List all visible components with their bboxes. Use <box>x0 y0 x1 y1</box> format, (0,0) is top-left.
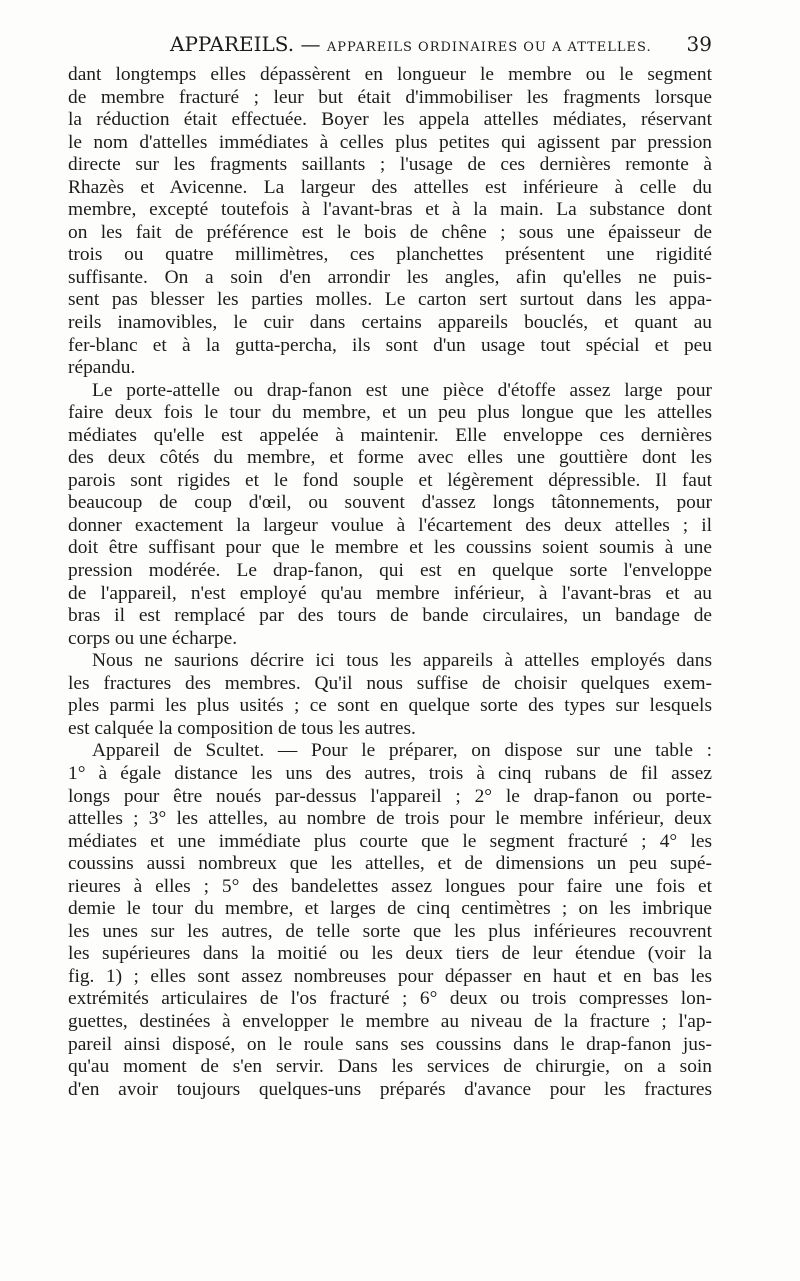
text-line: bras il est remplacé par des tours de bande circulaires, un bandage de <box>68 605 712 627</box>
text-line: de l'appareil, n'est employé qu'au membre inférieur, à l'avant-bras et au <box>68 582 712 604</box>
text-line: attelles ; 3° les attelles, au nombre de trois pour le membre inférieur, deux <box>68 808 712 830</box>
text-line: de membre fracturé ; leur but était d'immobiliser les fragments lorsque <box>68 86 712 108</box>
text-line: fig. 1) ; elles sont assez nombreuses pour dépasser en haut et en bas les <box>68 965 712 987</box>
text-line: reils inamovibles, le cuir dans certains appareils bouclés, et quant au <box>68 312 712 334</box>
text-line: Rhazès et Avicenne. La largeur des attelles est inférieure à celle du <box>68 176 712 198</box>
text-line: trois ou quatre millimètres, ces planchettes présentent une rigidité <box>68 244 712 266</box>
text-line: guettes, destinées à envelopper le membre au niveau de la fracture ; l'ap- <box>68 1010 712 1032</box>
paragraph-3 <box>68 650 712 740</box>
running-head-main: APPAREILS. — <box>170 32 321 56</box>
text-line: qu'au moment de s'en servir. Dans les services de chirurgie, on a soin <box>68 1056 712 1078</box>
text-line: extrémités articulaires de l'os fracturé ; 6° deux ou trois compresses lon- <box>68 988 712 1010</box>
text-line: pareil ainsi disposé, on le roule sans ses coussins dans le drap-fanon jus- <box>68 1033 712 1055</box>
text-line: fer-blanc et à la gutta-percha, ils sont d'un usage tout spécial et peu <box>68 334 712 356</box>
text-line: suffisante. On a soin d'en arrondir les angles, afin qu'elles ne puis- <box>68 266 712 288</box>
text-line: d'en avoir toujours quelques-uns préparés d'avance pour les fractures <box>68 1078 712 1100</box>
text-line: le nom d'attelles immédiates à celles plus petites qui agissent par pression <box>68 131 712 153</box>
text-line: longs pour être noués par-dessus l'appareil ; 2° le drap-fanon ou porte- <box>68 785 712 807</box>
running-head-sub: APPAREILS ORDINAIRES OU A ATTELLES. <box>326 40 652 55</box>
text-line: sent pas blesser les parties molles. Le carton sert surtout dans les appa- <box>68 289 712 311</box>
text-line: donner exactement la largeur voulue à l'écartement des deux attelles ; il <box>68 514 712 536</box>
text-line: dant longtemps elles dépassèrent en longueur le membre ou le segment <box>68 64 712 85</box>
body-text <box>68 64 712 1101</box>
text-line: doit être suffisant pour que le membre et les coussins soient soumis à une <box>68 537 712 559</box>
text-line: les supérieures dans la moitié ou les deux tiers de leur étendue (voir la <box>68 943 712 965</box>
text-line: faire deux fois le tour du membre, et un peu plus longue que les attelles <box>68 402 712 424</box>
text-line: médiates et une immédiate plus courte que le segment fracturé ; 4° les <box>68 830 712 852</box>
paragraph-4 <box>68 740 712 1101</box>
text-line: on les fait de préférence est le bois de chêne ; sous une épaisseur de <box>68 221 712 243</box>
text-line: rieures à elles ; 5° des bandelettes assez longues pour faire une fois et <box>68 875 712 897</box>
text-line: Le porte-attelle ou drap-fanon est une pièce d'étoffe assez large pour <box>92 379 712 401</box>
text-line: corps ou une écharpe. <box>68 627 238 649</box>
text-line: des deux côtés du membre, et forme avec elles une gouttière dont les <box>68 447 712 469</box>
text-line: demie le tour du membre, et larges de cinq centimètres ; on les imbrique <box>68 898 712 920</box>
text-line: beaucoup de coup d'œil, ou souvent d'assez longs tâtonnements, pour <box>68 492 712 514</box>
paragraph-2 <box>68 380 712 651</box>
running-head-title <box>170 32 652 60</box>
text-line: parois sont rigides et le fond souple et légèrement dépressible. Il faut <box>68 469 712 491</box>
text-line: les unes sur les autres, de telle sorte que les plus inférieures recouvrent <box>68 920 712 942</box>
text-line: membre, excepté toutefois à l'avant-bras et à la main. La substance dont <box>68 199 712 221</box>
text-line: médiates qu'elle est appelée à maintenir. Elle enveloppe ces dernières <box>68 424 712 446</box>
running-head <box>68 32 712 56</box>
text-line: 1° à égale distance les uns des autres, trois à cinq rubans de fil assez <box>68 762 712 784</box>
text-line: répandu. <box>68 357 136 379</box>
text-line: est calquée la composition de tous les autres. <box>68 717 416 739</box>
text-line: les fractures des membres. Qu'il nous suffise de choisir quelques exem- <box>68 672 712 694</box>
page-number: 39 <box>686 32 712 56</box>
paragraph-1 <box>68 64 712 380</box>
text-line: Appareil de Scultet. — Pour le préparer, on dispose sur une table : <box>92 740 712 762</box>
text-line: directe sur les fragments saillants ; l'usage de ces dernières remonte à <box>68 154 712 176</box>
text-line: la réduction était effectuée. Boyer les appela attelles médiates, réservant <box>68 109 712 131</box>
text-line: coussins aussi nombreux que les attelles, et de dimensions un peu supé- <box>68 853 712 875</box>
text-line: pression modérée. Le drap-fanon, qui est en quelque sorte l'enveloppe <box>68 560 712 582</box>
text-line: Nous ne saurions décrire ici tous les appareils à attelles employés dans <box>92 650 712 672</box>
text-line: ples parmi les plus usités ; ce sont en quelque sorte des types sur lesquels <box>68 695 712 717</box>
